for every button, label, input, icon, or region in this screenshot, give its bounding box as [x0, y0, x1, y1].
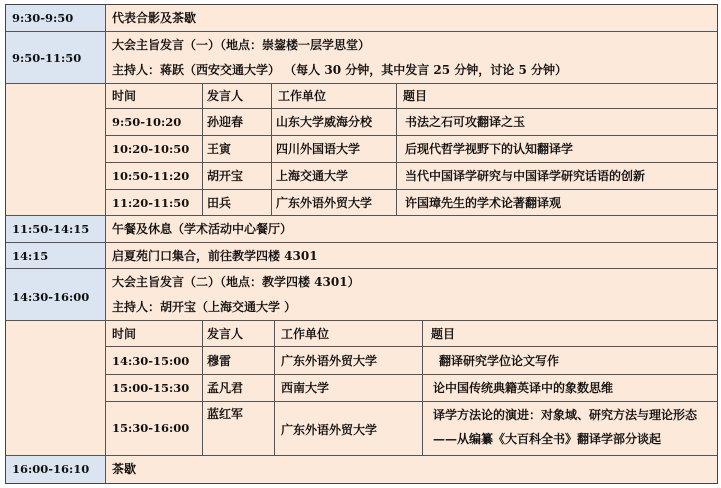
event-text: 启夏苑门口集合，前往教学四楼 4301 [112, 249, 318, 263]
schedule-table [5, 4, 718, 484]
time-cell [6, 5, 106, 32]
talk-time: 15:00-15:30 [106, 375, 203, 402]
talk-time: 10:20-10:50 [106, 136, 203, 163]
content-cell [106, 269, 717, 321]
content-cell [106, 216, 717, 243]
time-label: 11:50-14:15 [12, 222, 90, 236]
header-cell: 发言人 [203, 321, 275, 347]
talk-time: 15:30-16:00 [106, 402, 203, 456]
talk-time: 10:50-11:20 [106, 163, 203, 190]
row-keynote-2 [6, 269, 717, 321]
header-cell: 工作单位 [275, 321, 423, 347]
time-label: 9:50-11:50 [12, 51, 82, 65]
talks-table-2 [6, 321, 717, 456]
row-photo-break [6, 5, 717, 32]
time-cell [6, 456, 106, 483]
talk-speaker: 田兵 [203, 190, 272, 216]
talk-speaker: 王寅 [203, 136, 272, 163]
header-cell: 时间 [106, 84, 203, 109]
talk-title: 译学方法论的演进：对象域、研究方法与理论形态 ——从编纂《大百科全书》翻译学部分谈起 [423, 402, 717, 456]
talk-affiliation: 山东大学威海分校 [272, 109, 397, 136]
talk-affiliation: 广东外语外贸大学 [275, 347, 423, 375]
talk-affiliation: 西南大学 [275, 375, 423, 402]
talk-speaker: 穆雷 [203, 347, 275, 375]
time-label: 9:30-9:50 [12, 11, 74, 25]
talk-time: 9:50-10:20 [106, 109, 203, 136]
time-label: 16:00-16:10 [12, 462, 90, 476]
blank-cell [6, 84, 106, 216]
header-cell: 时间 [106, 321, 203, 347]
time-label: 14:30-16:00 [12, 290, 90, 304]
session-title: 大会主旨发言（二）（地点：教学四楼 4301） [112, 275, 360, 289]
header-cell: 工作单位 [272, 84, 397, 109]
time-cell [6, 216, 106, 243]
session-title: 大会主旨发言（一）（地点：崇鋆楼一层学思堂） [112, 38, 371, 52]
row-tea-break [6, 456, 717, 483]
talk-time: 11:20-11:50 [106, 190, 203, 216]
talk-affiliation: 上海交通大学 [272, 163, 397, 190]
content-cell [106, 5, 717, 32]
time-label: 14:15 [12, 249, 49, 263]
header-cell: 发言人 [203, 84, 272, 109]
header-cell: 题目 [423, 321, 717, 347]
talks-table-1 [6, 84, 717, 216]
event-text: 茶歇 [112, 462, 137, 476]
time-cell [6, 243, 106, 269]
talk-title: 论中国传统典籍英译中的象数思维 [423, 375, 717, 402]
row-gather [6, 243, 717, 269]
content-cell [106, 456, 717, 483]
blank-cell [6, 321, 106, 456]
talk-affiliation: 广东外语外贸大学 [275, 402, 423, 456]
session-host: 主持人：蒋跃（西安交通大学） （每人 30 分钟，其中发言 25 分钟，讨论 5 分钟） [112, 63, 567, 77]
talk-title: 翻译研究学位论文写作 [423, 347, 717, 375]
talk-time: 14:30-15:00 [106, 347, 203, 375]
talk-title: 后现代哲学视野下的认知翻译学 [397, 136, 717, 163]
talk-title: 许国璋先生的学术论著翻译观 [397, 190, 717, 216]
header-cell: 题目 [397, 84, 717, 109]
talk-speaker: 蓝红军 [203, 402, 275, 456]
time-cell [6, 32, 106, 84]
talk-speaker: 孟凡君 [203, 375, 275, 402]
talk-affiliation: 广东外语外贸大学 [272, 190, 397, 216]
talk-affiliation: 四川外国语大学 [272, 136, 397, 163]
event-text: 午餐及休息（学术活动中心餐厅） [112, 222, 293, 236]
content-cell [106, 32, 717, 84]
talk-speaker: 胡开宝 [203, 163, 272, 190]
row-lunch [6, 216, 717, 243]
time-cell [6, 269, 106, 321]
talk-title: 书法之石可攻翻译之玉 [397, 109, 717, 136]
row-keynote-1 [6, 32, 717, 84]
talk-speaker: 孙迎春 [203, 109, 272, 136]
event-text: 代表合影及茶歇 [112, 11, 197, 25]
session-host: 主持人：胡开宝（上海交通大学 ） [112, 300, 297, 314]
talk-title: 当代中国译学研究与中国译学研究话语的创新 [397, 163, 717, 190]
content-cell [106, 243, 717, 269]
